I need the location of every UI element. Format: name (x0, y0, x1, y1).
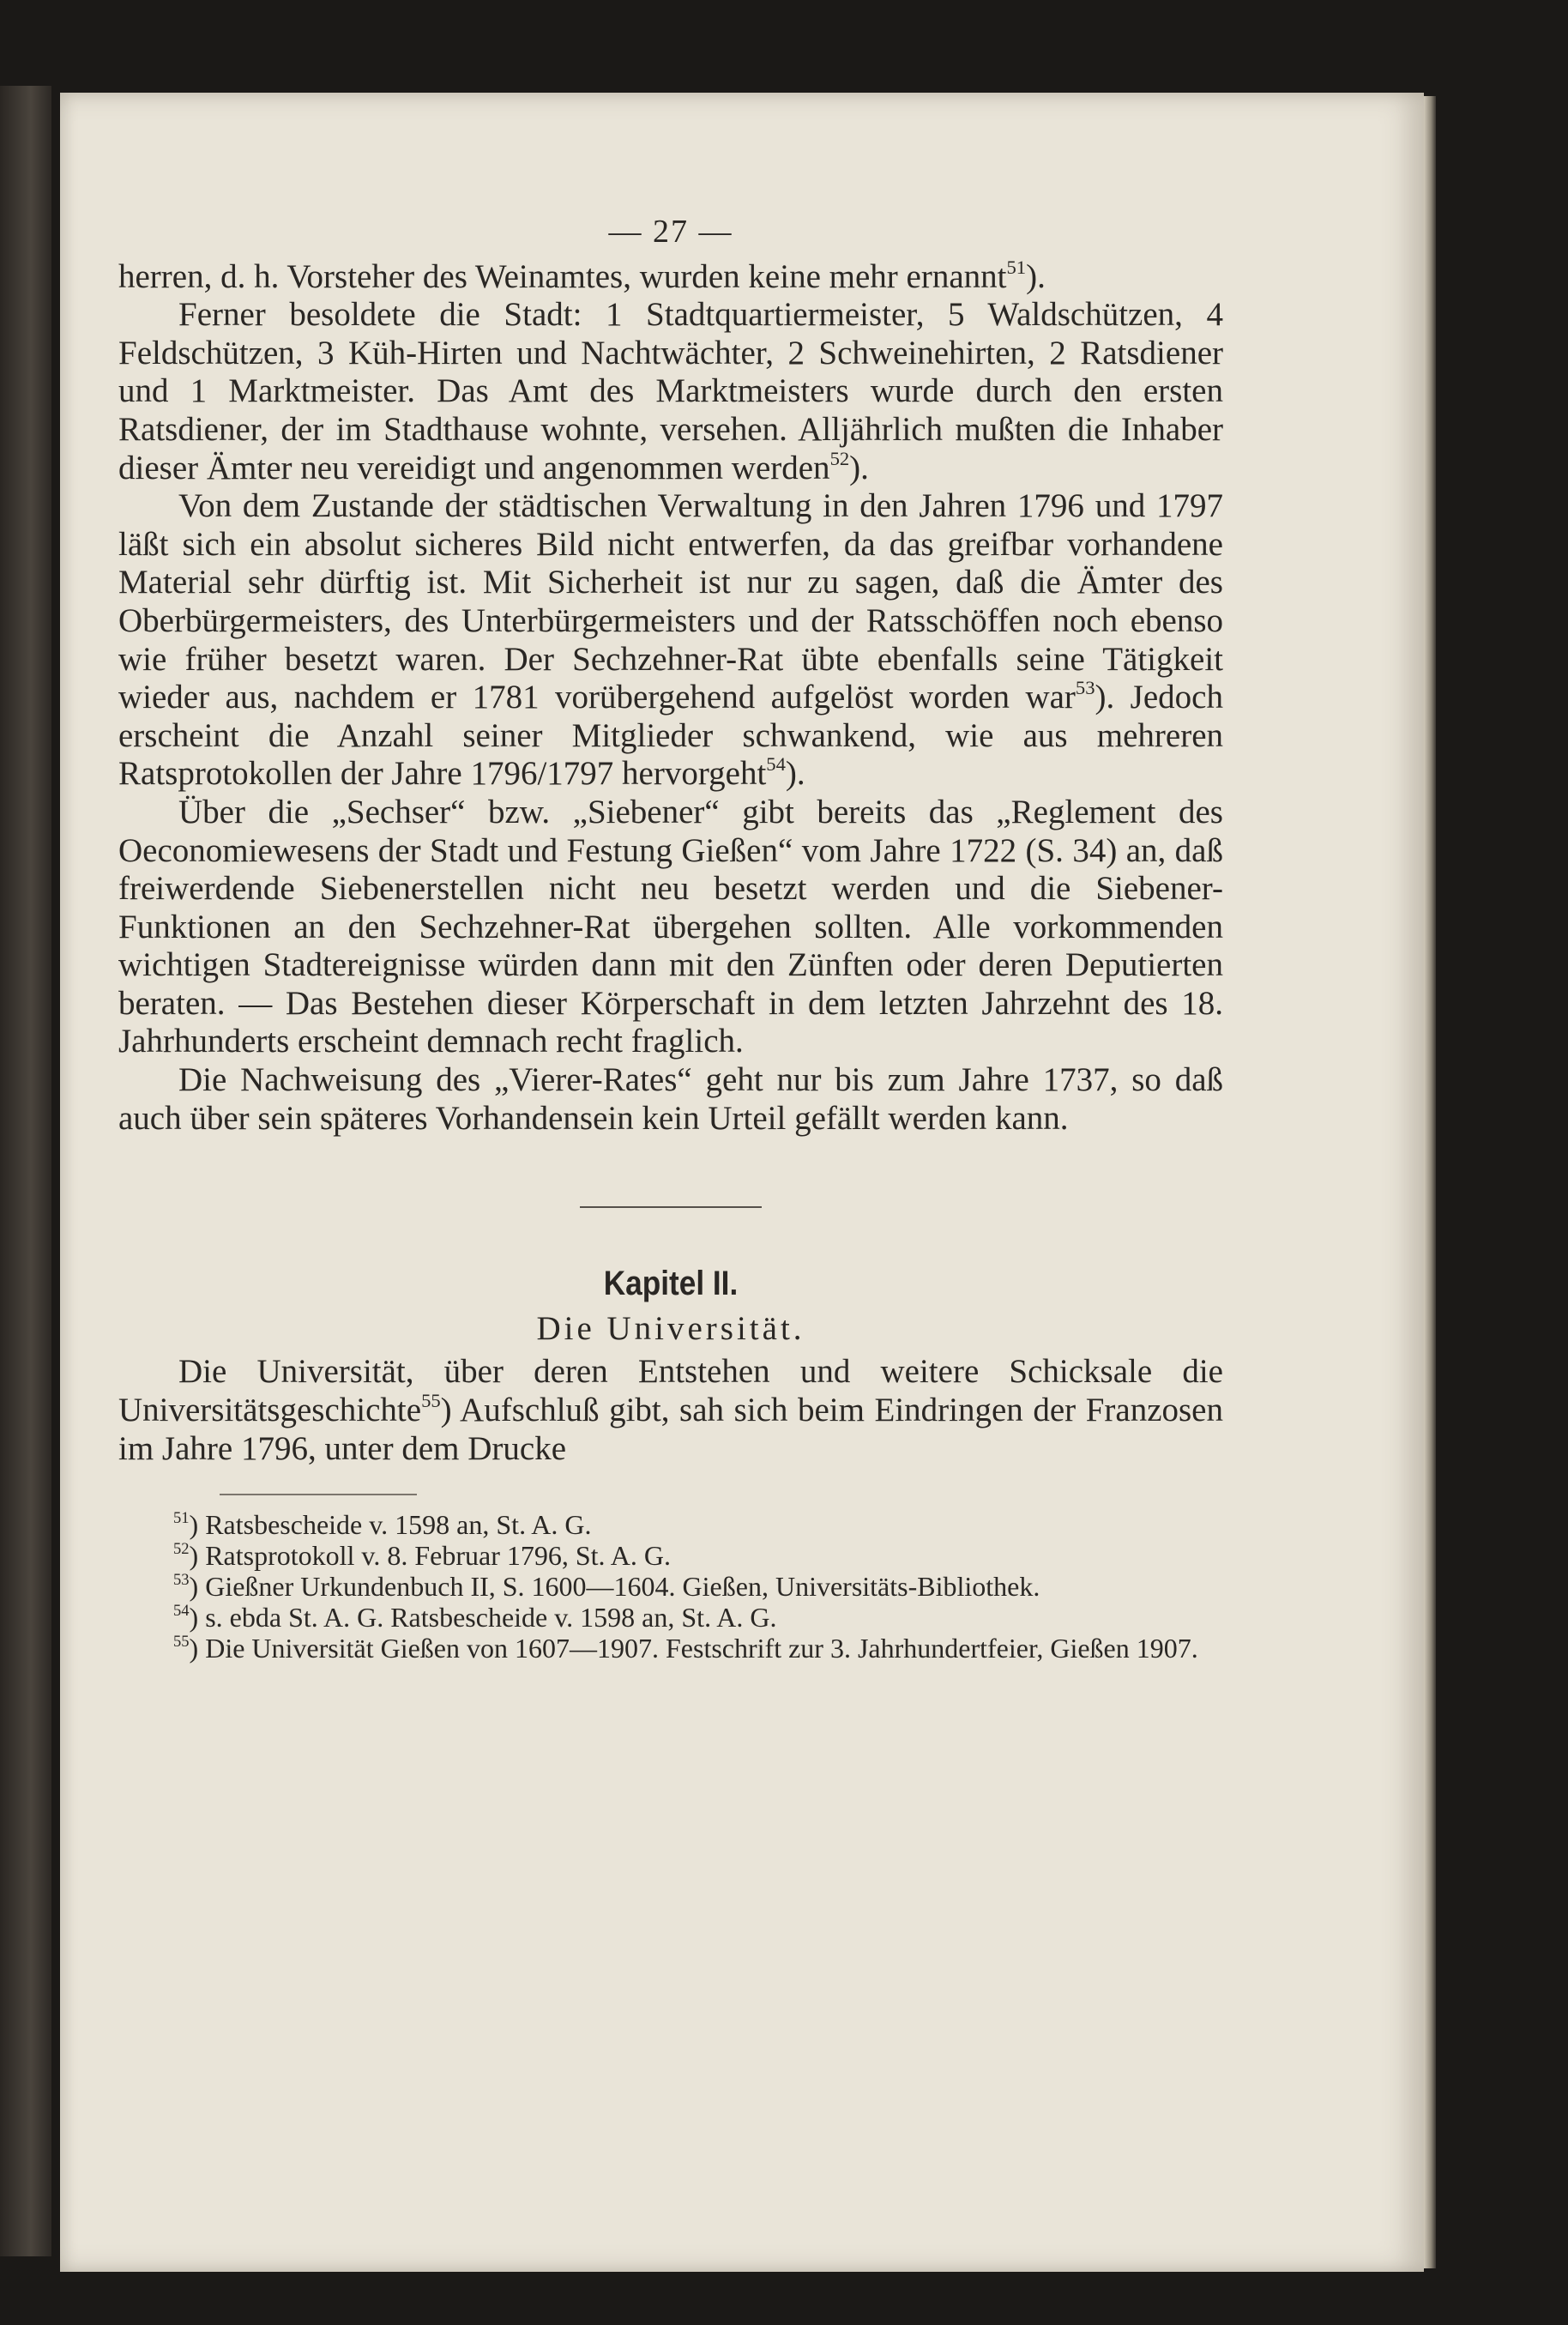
paragraph-text: ). (849, 449, 869, 486)
footnotes (118, 1509, 1223, 1664)
footnote (118, 1633, 1223, 1664)
footnote-number: 53 (173, 1571, 190, 1590)
footnote-text: ) Ratsbescheide v. 1598 an, St. A. G. (189, 1509, 592, 1541)
paragraph-text: Die Nachweisung des „Vierer-Rates“ geht nur bis zum Jahre 1737, so daß auch über sein späteres Vorhandensein kein Urteil gefällt werden kann. (118, 1061, 1223, 1137)
footnote-rule (220, 1494, 417, 1495)
text-block (118, 213, 1223, 1664)
paragraph (118, 296, 1223, 487)
footnote (118, 1602, 1223, 1633)
footnote (118, 1509, 1223, 1540)
footnote-number: 51 (173, 1509, 190, 1528)
paragraph-text: ). Jedoch erscheint die Anzahl seiner Mitglieder schwankend, wie aus mehreren Ratsprotokollen der Jahre 1796/1797 hervorgeht (118, 679, 1223, 793)
footnote-text: ) Die Universität Gießen von 1607—1907. Festschrift zur 3. Jahrhundertfeier, Gießen 1907. (189, 1633, 1198, 1664)
footnote-marker: 51 (1006, 256, 1027, 278)
chapter-subtitle: Die Universität. (536, 1309, 805, 1347)
chapter-text (118, 1353, 1223, 1468)
footnote (118, 1540, 1223, 1571)
page-number: — 27 — (608, 214, 733, 250)
footnote-marker: 55 (421, 1390, 441, 1412)
paragraph (118, 1353, 1223, 1468)
paragraph-text: Von dem Zustande der städtischen Verwaltung in den Jahren 1796 und 1797 läßt sich ein absolut sicheres Bild nicht entwerfen, da das greifbar vorhandene Material sehr dürftig ist. Mit Sicherheit ist nur zu sagen, daß die Ämter des Oberbürgermeisters, des Unterbürgermeisters und der Ratsschöffen noch ebenso wie früher besetzt waren. Der Sechzehner-Rat übte ebenfalls seine Tätigkeit wieder aus, nachdem er 1781 vorübergehend aufgelöst worden war (118, 487, 1223, 716)
footnote (118, 1571, 1223, 1602)
footnote-number: 52 (173, 1540, 190, 1559)
paragraph-text: ) Aufschluß gibt, sah sich beim Eindringen der Franzosen im Jahre 1796, unter dem Drucke (118, 1392, 1223, 1467)
paragraph-text: ). (785, 755, 805, 793)
section-separator (580, 1206, 762, 1208)
chapter-heading: Kapitel II. (603, 1265, 739, 1303)
footnote-marker: 52 (829, 447, 850, 469)
paragraph (118, 1061, 1223, 1138)
paragraph (118, 794, 1223, 1061)
footnote-text: ) Gießner Urkundenbuch II, S. 1600—1604. Gießen, Universitäts-Bibliothek. (189, 1571, 1040, 1603)
footnote-marker: 54 (766, 753, 786, 776)
paragraph-text: Ferner besoldete die Stadt: 1 Stadtquartiermeister, 5 Waldschützen, 4 Feldschützen, 3 Küh-Hirten und Nachtwächter, 2 Schweinehirten, 2 Ratsdiener und 1 Marktmeister. Das Amt des Marktmeisters wurde durch den ersten Ratsdiener, der im Stadthause wohnte, versehen. Alljährlich mußten die Inhaber dieser Ämter neu vereidigt und angenommen werden (118, 296, 1223, 486)
footnote-marker: 53 (1075, 677, 1095, 699)
paragraph-text: ). (1026, 257, 1046, 295)
paragraph-text: Über die „Sechser“ bzw. „Siebener“ gibt bereits das „Reglement des Oeconomiewesens der Stadt und Festung Gießen“ vom Jahre 1722 (S. 34) an, daß freiwerdende Siebenerstellen nicht neu besetzt werden und die Siebener-Funktionen an den Sechzehner-Rat übergehen sollten. Alle vorkommenden wichtigen Stadtereignisse würden dann mit den Zünften oder deren Deputierten beraten. — Das Bestehen dieser Körperschaft in dem letzten Jahrzehnt des 18. Jahrhunderts erscheint demnach recht fraglich. (118, 793, 1223, 1060)
footnote-text: ) Ratsprotokoll v. 8. Februar 1796, St. A. G. (189, 1540, 671, 1572)
paragraph (118, 487, 1223, 794)
facing-page-edge (0, 86, 51, 2256)
paragraph-text: herren, d. h. Vorsteher des Weinamtes, wurden keine mehr ernannt (118, 257, 1007, 295)
body-text (118, 258, 1223, 1138)
footnote-number: 55 (173, 1633, 190, 1652)
page-stack-edge (1424, 96, 1436, 2268)
book-page (60, 93, 1424, 2272)
footnote-text: ) s. ebda St. A. G. Ratsbescheide v. 1598 an, St. A. G. (189, 1602, 777, 1634)
footnote-number: 54 (173, 1602, 190, 1621)
paragraph-text: Die Universität, über deren Entstehen und weitere Schicksale die Universitätsgeschichte (118, 1353, 1223, 1429)
paragraph (118, 258, 1223, 297)
